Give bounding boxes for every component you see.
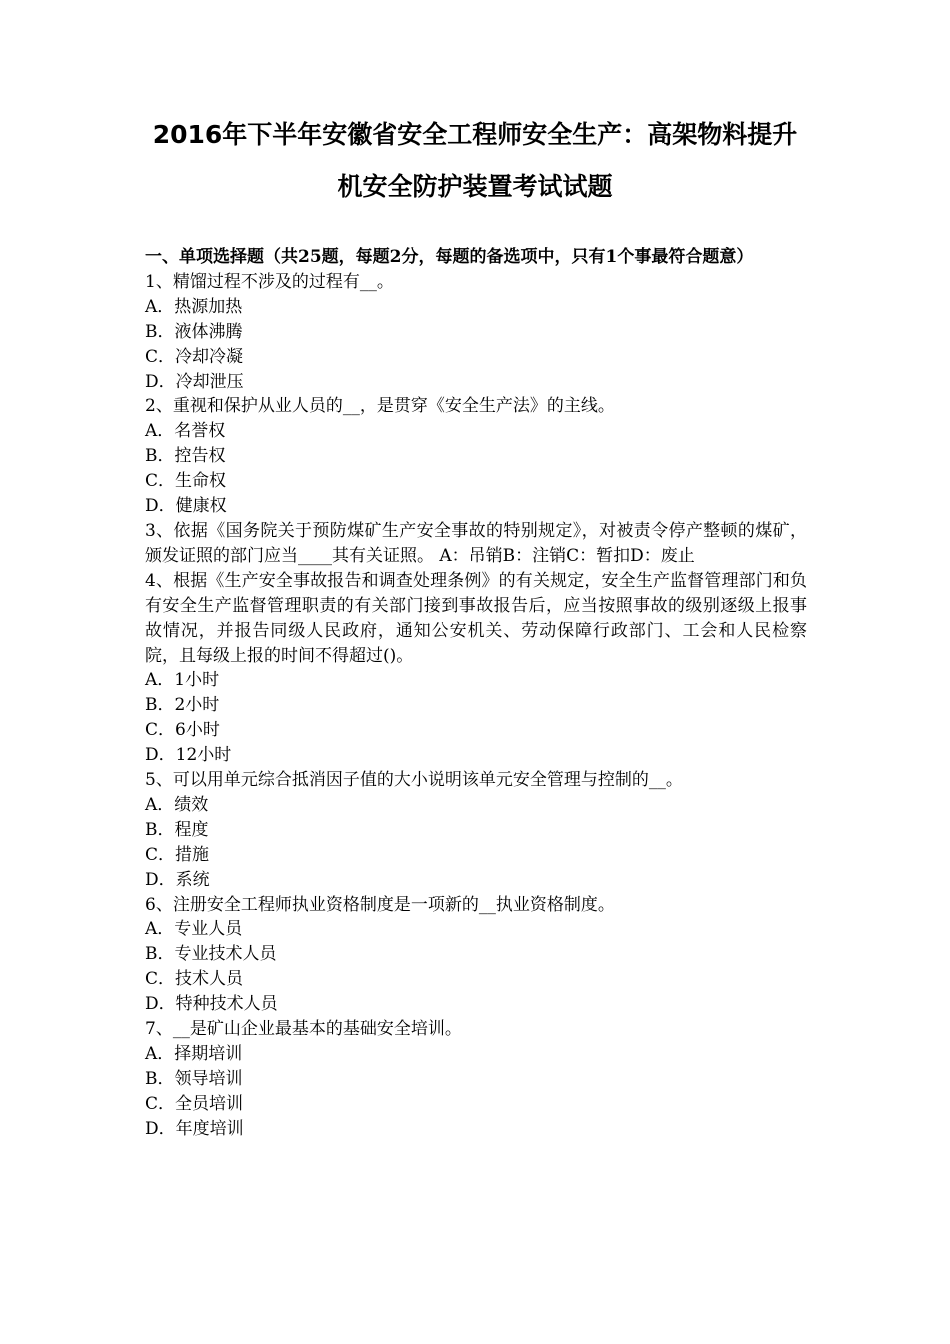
question-2-option-b: B．控告权 bbox=[145, 446, 226, 467]
question-4-option-b: B．2小时 bbox=[145, 695, 220, 716]
question-2-text: 2、重视和保护从业人员的__，是贯穿《安全生产法》的主线。 bbox=[145, 396, 615, 417]
question-4-option-d: D．12小时 bbox=[145, 745, 232, 766]
question-1-text: 1、精馏过程不涉及的过程有__。 bbox=[145, 271, 394, 292]
document-body bbox=[145, 245, 807, 1142]
question-7-option-a: A．择期培训 bbox=[145, 1044, 243, 1064]
question-4-text: 4、根据《生产安全事故报告和调查处理条例》的有关规定，安全生产监督管理部门和负有安全生产监督管理职责的有关部门接到事故报告后，应当按照事故的级别逐级上报事故情况，并报告同级人民政府，通知公安机关、劳动保障行政部门、工会和人民检察院，且每级上报的时间不得超过()。 bbox=[145, 570, 807, 666]
question-2-option-a: A．名誉权 bbox=[145, 421, 226, 442]
section-heading: 一、单项选择题（共25题，每题2分，每题的备选项中，只有1个事最符合题意） bbox=[145, 247, 754, 267]
question-6-option-d: D．特种技术人员 bbox=[145, 994, 278, 1015]
question-7-text: 7、__是矿山企业最基本的基础安全培训。 bbox=[145, 1019, 462, 1040]
question-1-option-a: A．热源加热 bbox=[145, 296, 243, 317]
question-5-text: 5、可以用单元综合抵消因子值的大小说明该单元安全管理与控制的__。 bbox=[145, 770, 683, 791]
question-2-option-d: D．健康权 bbox=[145, 496, 227, 517]
question-5-option-d: D．系统 bbox=[145, 869, 210, 890]
question-6-option-a: A．专业人员 bbox=[145, 919, 243, 940]
question-1-option-b: B．液体沸腾 bbox=[145, 321, 243, 342]
question-1-option-c: C．冷却冷凝 bbox=[145, 346, 244, 367]
question-5-option-b: B．程度 bbox=[145, 819, 209, 840]
question-7-option-c: C．全员培训 bbox=[145, 1093, 244, 1114]
question-5-option-c: C．措施 bbox=[145, 844, 210, 865]
question-4-option-c: C．6小时 bbox=[145, 720, 220, 741]
question-7-option-d: D．年度培训 bbox=[145, 1118, 244, 1139]
question-6-option-c: C．技术人员 bbox=[145, 969, 244, 990]
question-6-option-b: B．专业技术人员 bbox=[145, 944, 277, 965]
question-1-option-d: D．冷却泄压 bbox=[145, 371, 244, 392]
document-title-line-1: 2016年下半年安徽省安全工程师安全生产：高架物料提升 bbox=[152, 120, 798, 149]
question-6-text: 6、注册安全工程师执业资格制度是一项新的__执业资格制度。 bbox=[145, 894, 615, 915]
question-2-option-c: C．生命权 bbox=[145, 471, 227, 492]
document-title-line-2: 机安全防护装置考试试题 bbox=[337, 172, 613, 201]
question-7-option-b: B．领导培训 bbox=[145, 1068, 243, 1089]
question-4-option-a: A．1小时 bbox=[145, 670, 220, 691]
question-5-option-a: A．绩效 bbox=[145, 794, 209, 815]
question-3-text: 3、依据《国务院关于预防煤矿生产安全事故的特别规定》，对被责令停产整顿的煤矿，颁发证照的部门应当____其有关证照。 A：吊销B：注销C：暂扣D：废止 bbox=[145, 520, 807, 566]
